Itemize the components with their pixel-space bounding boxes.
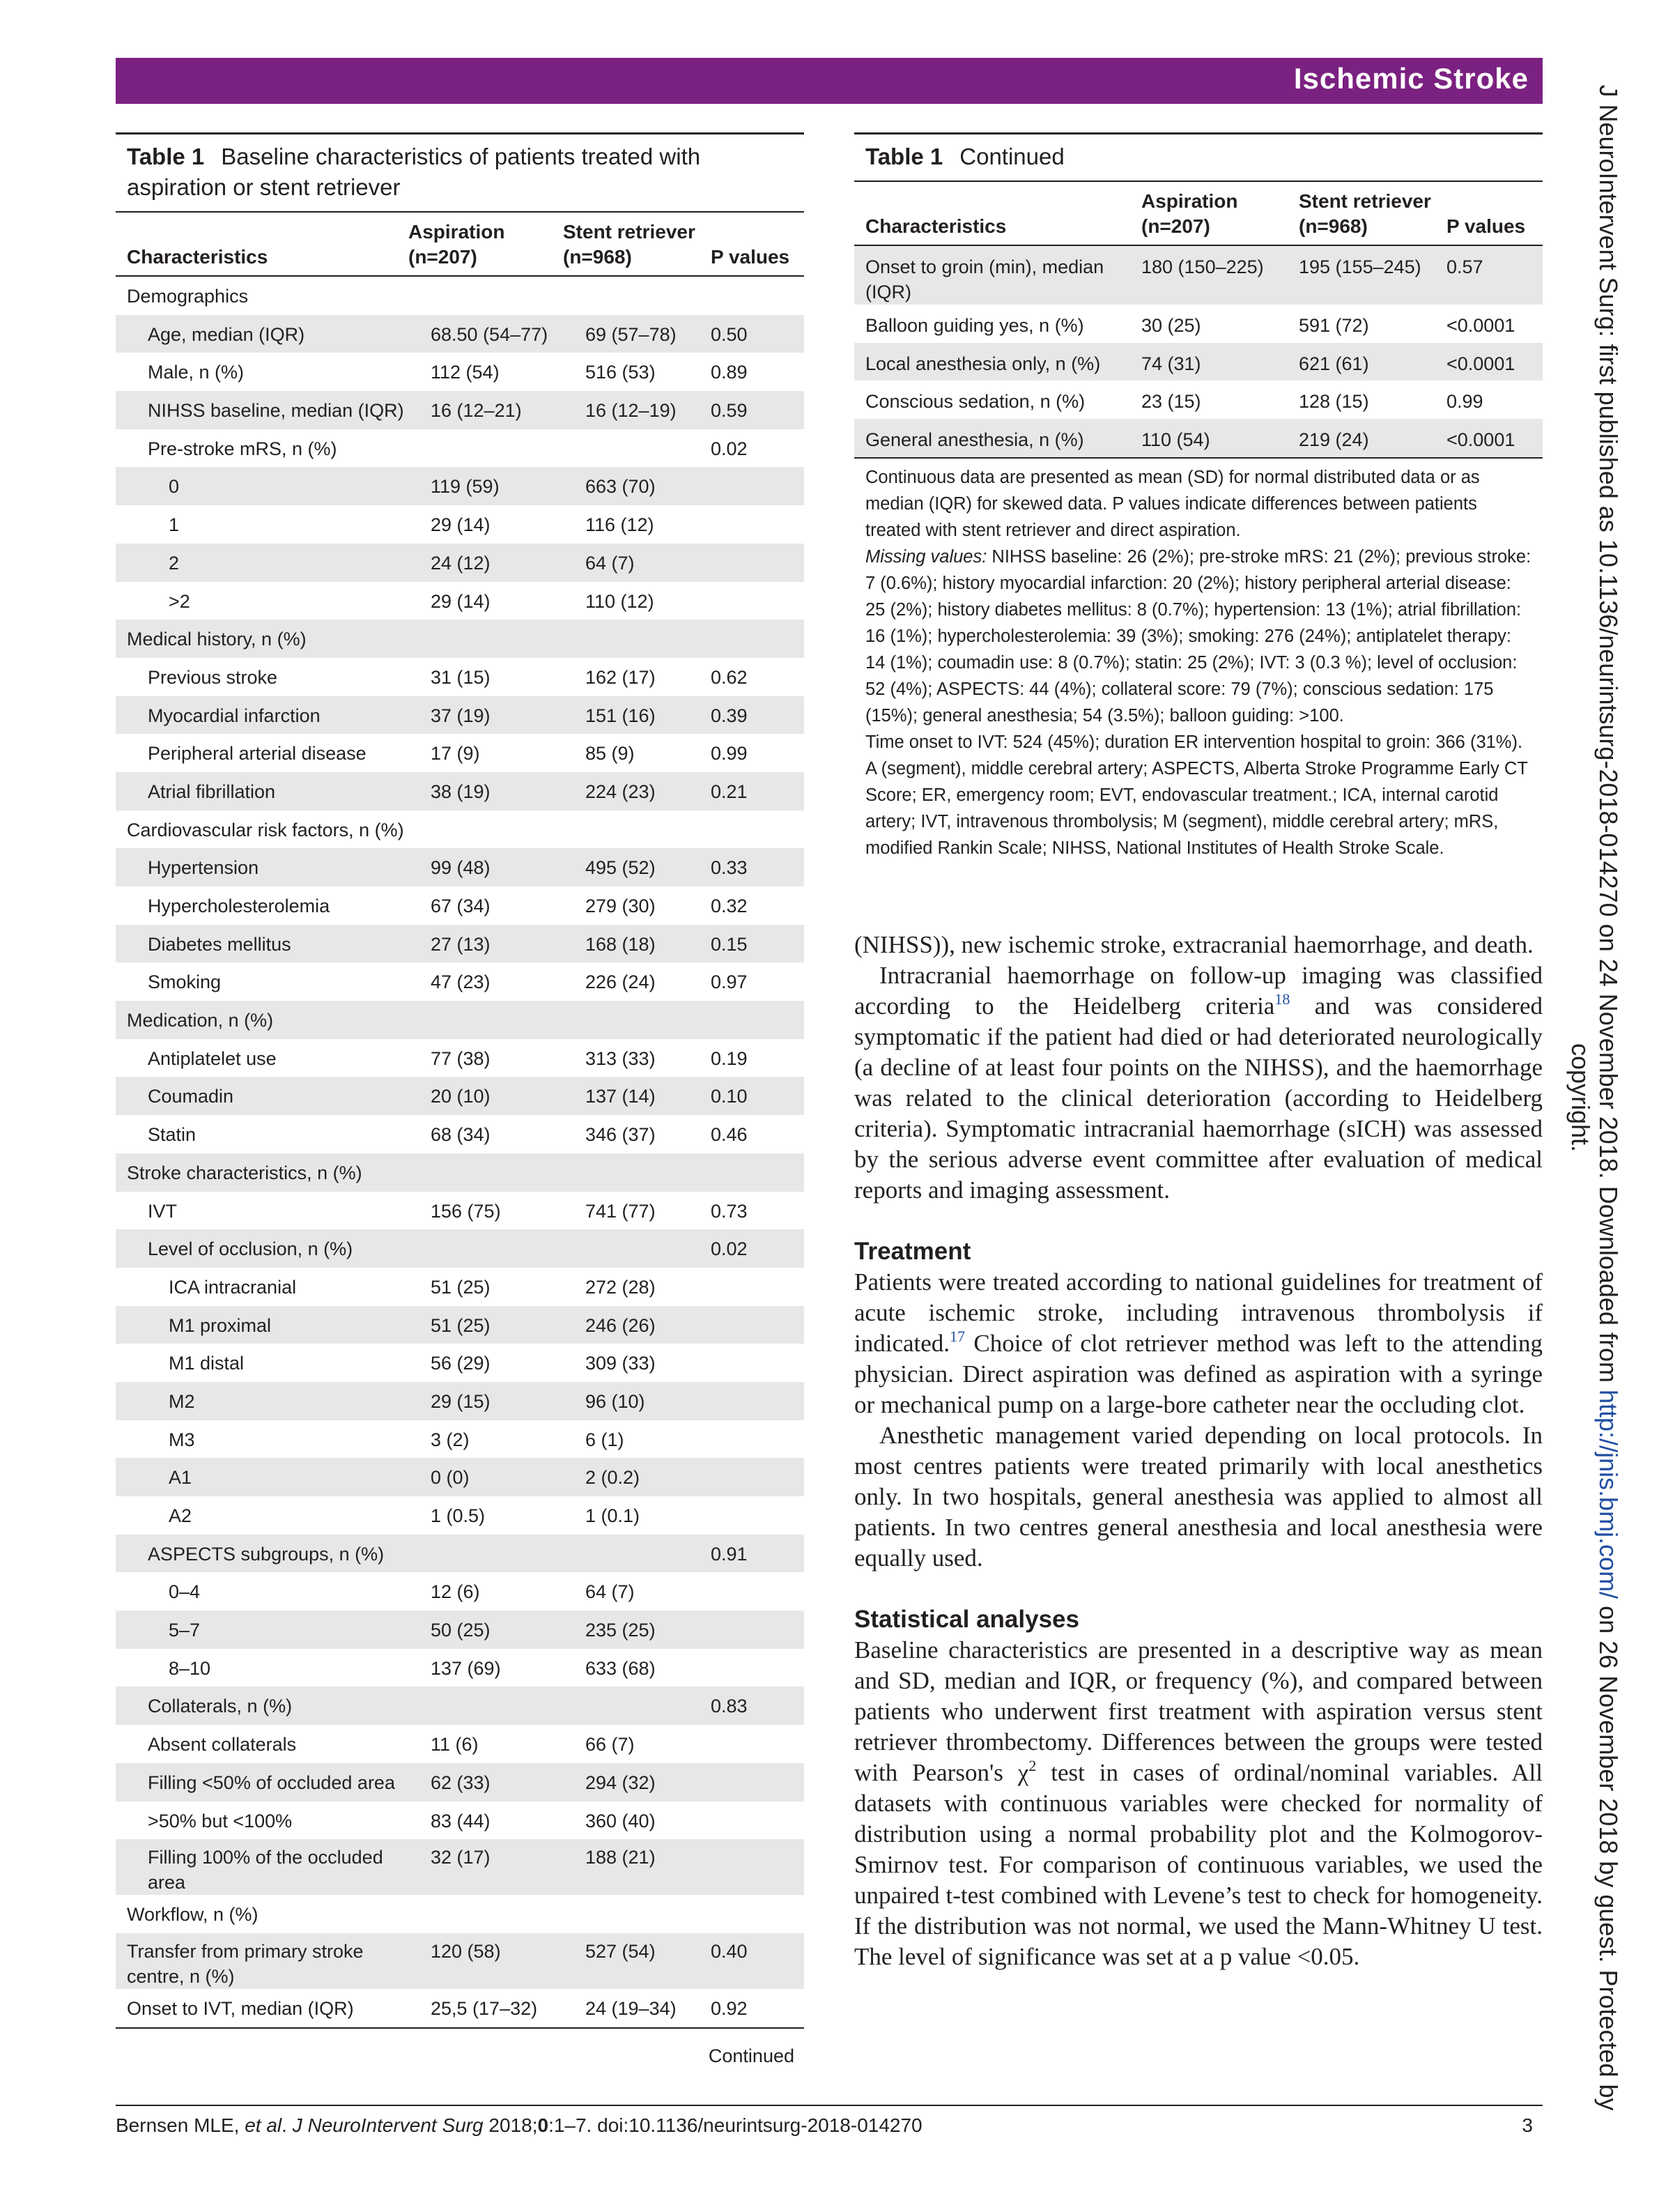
stent-retriever-value: 621 (61)	[1299, 353, 1369, 374]
header-aspiration: Aspiration (n=207)	[1141, 190, 1238, 237]
paragraph-text: Intracranial haemorrhage on follow-up imaging was classified according to the Heidelberg criteria	[854, 962, 1543, 1020]
p-value: 0.33	[711, 857, 748, 879]
table-row	[116, 1344, 804, 1382]
paragraph: Anesthetic management varied depending on local protocols. In most centres patients were treated primarily with local anesthetics only. In two hospitals, general anesthesia was applied to almost all patients. In two centres general anesthesia and local anesthesia were equally used.	[854, 1422, 1543, 1572]
row-label: IVT	[148, 1200, 178, 1222]
table-row	[116, 1989, 804, 2027]
table-row	[116, 1268, 804, 1306]
row-label: Myocardial infarction	[148, 705, 321, 726]
header-p-values: P values	[711, 246, 790, 268]
row-label: Conscious sedation, n (%)	[865, 391, 1086, 413]
table-header	[854, 181, 1543, 246]
header-characteristics: Characteristics	[865, 215, 1007, 237]
row-label: 0–4	[169, 1581, 201, 1603]
sidebar-text: J NeuroIntervent Surg: first published as 10.1136/neurintsurg-2018-014270 on 24 November 2018. Downloaded from	[1594, 84, 1623, 1390]
table-row	[116, 1572, 804, 1611]
row-label: A2	[169, 1505, 192, 1526]
p-value: 0.32	[711, 896, 748, 916]
stent-retriever-value: 195 (155–245)	[1299, 256, 1421, 277]
table-row	[116, 1839, 804, 1895]
header-stent-retriever: Stent retriever (n=968)	[1299, 190, 1431, 237]
aspiration-value: 83 (44)	[431, 1810, 491, 1831]
stent-retriever-value: 116 (12)	[585, 514, 654, 536]
row-label: Coumadin	[148, 1086, 234, 1107]
p-value: 0.02	[711, 1238, 748, 1260]
reference-link[interactable]: 18	[1274, 990, 1290, 1008]
p-value: 0.50	[711, 323, 748, 345]
row-label: Local anesthesia only, n (%)	[865, 353, 1101, 374]
aspiration-value: 68.50 (54–77)	[431, 323, 548, 345]
table-row	[854, 419, 1543, 457]
stent-retriever-value: 128 (15)	[1299, 391, 1369, 413]
p-value: 0.62	[711, 666, 748, 688]
row-label: Atrial fibrillation	[148, 781, 276, 802]
row-label: Antiplatelet use	[148, 1047, 277, 1069]
stent-retriever-value: 272 (28)	[585, 1276, 656, 1298]
paragraph	[854, 1267, 1543, 1420]
stent-retriever-value: 137 (14)	[585, 1086, 656, 1107]
paragraph-text: Choice of clot retriever method was left to the attending physician. Direct aspiration was defined as aspiration with a syringe or mechanical pump on a large-bore catheter near the occluding clot.	[854, 1330, 1543, 1418]
table-row	[116, 1229, 804, 1268]
table-row	[116, 1192, 804, 1230]
p-value: 0.59	[711, 400, 748, 422]
aspiration-value: 120 (58)	[431, 1940, 501, 1962]
table-row	[116, 1382, 804, 1420]
table-footnote	[854, 457, 1543, 861]
page-number: 3	[1522, 2114, 1533, 2136]
table-row	[116, 1077, 804, 1115]
table-row	[116, 353, 804, 391]
aspiration-value: 31 (15)	[431, 666, 491, 688]
aspiration-value: 37 (19)	[431, 705, 491, 726]
table-body	[854, 246, 1543, 457]
stent-retriever-value: 313 (33)	[585, 1047, 656, 1069]
row-label: 0	[169, 476, 180, 498]
p-value: 0.73	[711, 1200, 748, 1222]
row-label: M1 proximal	[169, 1314, 272, 1336]
aspiration-value: 0 (0)	[431, 1467, 470, 1489]
continued-label: Continued	[116, 2027, 804, 2067]
row-label: Stroke characteristics, n (%)	[127, 1162, 362, 1183]
stent-retriever-value: 346 (37)	[585, 1124, 656, 1146]
table-row	[116, 1420, 804, 1459]
aspiration-value: 180 (150–225)	[1141, 256, 1264, 277]
p-value: 0.15	[711, 933, 748, 955]
table-row	[116, 886, 804, 925]
p-value: 0.83	[711, 1696, 748, 1717]
aspiration-value: 17 (9)	[431, 743, 480, 765]
table-title: Baseline characteristics of patients treated with aspiration or stent retriever	[127, 144, 701, 200]
table-caption	[116, 132, 804, 211]
row-label: M1 distal	[169, 1353, 245, 1374]
aspiration-value: 137 (69)	[431, 1657, 501, 1679]
stent-retriever-value: 2 (0.2)	[585, 1467, 640, 1489]
table-row	[116, 1039, 804, 1077]
footer-journal: . J NeuroIntervent Surg	[281, 2114, 484, 2136]
stent-retriever-value: 16 (12–19)	[585, 400, 677, 422]
stent-retriever-value: 741 (77)	[585, 1200, 656, 1222]
table-row	[116, 925, 804, 963]
row-label: Male, n (%)	[148, 362, 245, 383]
stent-retriever-value: 360 (40)	[585, 1810, 656, 1831]
aspiration-value: 16 (12–21)	[431, 400, 522, 422]
p-value: <0.0001	[1446, 315, 1515, 336]
table-row	[116, 734, 804, 772]
copyright-sidebar	[1566, 42, 1622, 2153]
row-label: Smoking	[148, 971, 222, 993]
table-body	[116, 277, 804, 2027]
paragraph-text: test in cases of ordinal/nominal variables. All datasets with continuous variables were checked for normality of distribution using a normal probability plot and the Kolmogorov-Smirnov test. For comparison of continuous variables, we used the unpaired t-test combined with Levene’s test to check for homogeneity. If the distribution was not normal, we used the Mann-Whitney U test. The level of significance was set at a p value <0.05.	[854, 1759, 1543, 1970]
table-row	[116, 1649, 804, 1687]
aspiration-value: 20 (10)	[431, 1086, 491, 1107]
table-row	[116, 1115, 804, 1153]
header-stent-retriever: Stent retriever (n=968)	[563, 221, 695, 268]
table-label: Table 1	[865, 144, 943, 169]
table-row	[116, 1001, 804, 1039]
stent-retriever-value: 246 (26)	[585, 1314, 656, 1336]
aspiration-value: 29 (15)	[431, 1390, 491, 1412]
row-label: Absent collaterals	[148, 1734, 297, 1756]
stent-retriever-value: 294 (32)	[585, 1772, 656, 1793]
p-value: 0.02	[711, 438, 748, 459]
table-row	[116, 1306, 804, 1344]
table-row	[854, 381, 1543, 419]
table-row	[116, 620, 804, 658]
row-label: A1	[169, 1467, 192, 1489]
stent-retriever-value: 633 (68)	[585, 1657, 656, 1679]
row-label: Level of occlusion, n (%)	[148, 1238, 353, 1260]
footnote-summary: Continuous data are presented as mean (SD) for normal distributed data or as median (IQR) for skewed data. P values indicate differences between patients treated with stent retriever and direct aspiration.	[865, 467, 1480, 540]
stent-retriever-value: 24 (19–34)	[585, 1997, 677, 2019]
page-footer	[116, 2114, 1543, 2137]
aspiration-value: 110 (54)	[1141, 429, 1210, 451]
stent-retriever-value: 516 (53)	[585, 362, 656, 383]
table-caption	[854, 132, 1543, 181]
row-label: Workflow, n (%)	[127, 1904, 259, 1926]
row-label: Statin	[148, 1124, 196, 1146]
table-row	[854, 305, 1543, 343]
aspiration-value: 156 (75)	[431, 1200, 501, 1222]
table-row	[116, 811, 804, 849]
row-label: Cardiovascular risk factors, n (%)	[127, 819, 404, 840]
table-row	[116, 962, 804, 1001]
footer-year: 2018;	[483, 2114, 538, 2136]
footnote-abbreviations: Time onset to IVT: 524 (45%); duration ER intervention hospital to groin: 366 (31%). A (segment), middle cerebral artery; ASPECTS, Alberta Stroke Programme Early CT Score; ER, emergency room; EVT, endovascular treatment.; ICA, internal carotid artery; IVT, intravenous thrombolysis; M (segment), middle cerebral artery; mRS, modified Rankin Scale; NIHSS, National Institutes of Health Stroke Scale.	[865, 732, 1528, 858]
aspiration-value: 74 (31)	[1141, 353, 1201, 374]
row-label: ICA intracranial	[169, 1276, 297, 1298]
p-value: 0.99	[1446, 391, 1483, 413]
section-title: Ischemic Stroke	[1293, 62, 1529, 95]
row-label: Filling 100% of the occluded area	[148, 1847, 383, 1894]
table-row	[116, 391, 804, 429]
p-value: 0.40	[711, 1940, 748, 1962]
header-p-values: P values	[1446, 215, 1526, 237]
paragraph-text: Patients were treated according to national guidelines for treatment of acute ischemic stroke, including intravenous thrombolysis if indicated.	[854, 1268, 1543, 1357]
header-aspiration: Aspiration (n=207)	[408, 221, 505, 268]
footer-divider	[116, 2105, 1543, 2106]
aspiration-value: 77 (38)	[431, 1047, 491, 1069]
paragraph: (NIHSS)), new ischemic stroke, extracranial haemorrhage, and death.	[854, 931, 1534, 958]
footer-volume: 0	[537, 2114, 549, 2136]
row-label: Medication, n (%)	[127, 1010, 274, 1031]
stent-retriever-value: 64 (7)	[585, 1581, 635, 1603]
stent-retriever-value: 69 (57–78)	[585, 323, 677, 345]
aspiration-value: 1 (0.5)	[431, 1505, 486, 1526]
p-value: 0.92	[711, 1997, 748, 2019]
stent-retriever-value: 64 (7)	[585, 552, 635, 574]
section-banner	[116, 58, 1543, 104]
table-row	[116, 544, 804, 582]
aspiration-value: 29 (14)	[431, 514, 491, 536]
row-label: Age, median (IQR)	[148, 323, 305, 345]
table-row	[116, 505, 804, 544]
table-row	[116, 1458, 804, 1496]
row-label: Onset to groin (min), median (IQR)	[865, 256, 1104, 302]
stent-retriever-value: 226 (24)	[585, 971, 656, 993]
aspiration-value: 51 (25)	[431, 1314, 491, 1336]
aspiration-value: 50 (25)	[431, 1620, 491, 1641]
p-value: 0.19	[711, 1047, 748, 1069]
aspiration-value: 29 (14)	[431, 590, 491, 612]
p-value: 0.39	[711, 705, 748, 726]
aspiration-value: 47 (23)	[431, 971, 491, 993]
table-row	[116, 1687, 804, 1725]
aspiration-value: 32 (17)	[431, 1847, 491, 1868]
paragraph	[854, 960, 1543, 1206]
row-label: Balloon guiding yes, n (%)	[865, 315, 1084, 336]
p-value: 0.46	[711, 1124, 748, 1146]
row-label: Onset to IVT, median (IQR)	[127, 1997, 354, 2019]
row-label: M2	[169, 1390, 195, 1412]
stent-retriever-value: 85 (9)	[585, 743, 635, 765]
sidebar-text: on 26 November 2018 by guest. Protected by copyright.	[1566, 1043, 1623, 2111]
footnote-missing-text: NIHSS baseline: 26 (2%); pre-stroke mRS: 21 (2%); previous stroke: 7 (0.6%); history myocardial infarction: 20 (2%); history peripheral arterial disease: 25 (2%); history diabetes mellitus: 8 (0.7%); hypertension: 13 (1%); atrial fibrillation: 16 (1%); hypercholesterolemia: 39 (3%); smoking: 276 (24%); antiplatelet therapy: 14 (1%); coumadin use: 8 (0.7%); statin: 25 (2%); IVT: 3 (0.3 %); level of occlusion: 52 (4%); ASPECTS: 44 (4%); collateral score: 79 (7%); conscious sedation: 175 (15%); general anesthesia; 54 (3.5%); balloon guiding: >100.	[865, 546, 1531, 725]
p-value: 0.99	[711, 743, 748, 765]
table-row	[116, 1496, 804, 1535]
stent-retriever-value: 663 (70)	[585, 476, 656, 498]
aspiration-value: 119 (59)	[431, 476, 500, 498]
table-1-continued	[854, 132, 1543, 861]
table-row	[116, 1895, 804, 1933]
aspiration-value: 27 (13)	[431, 933, 491, 955]
row-label: Hypertension	[148, 857, 259, 879]
aspiration-value: 3 (2)	[431, 1429, 470, 1450]
row-label: >2	[169, 590, 190, 612]
aspiration-value: 30 (25)	[1141, 315, 1201, 336]
header-characteristics: Characteristics	[127, 246, 268, 268]
section-heading: Treatment	[854, 1238, 971, 1265]
stent-retriever-value: 219 (24)	[1299, 429, 1369, 451]
footer-citation: :1–7. doi:10.1136/neurintsurg-2018-014270	[548, 2114, 923, 2136]
aspiration-value: 24 (12)	[431, 552, 491, 574]
stent-retriever-value: 96 (10)	[585, 1390, 645, 1412]
table-row	[116, 315, 804, 353]
table-row	[116, 658, 804, 696]
row-label: Filling <50% of occluded area	[148, 1772, 395, 1793]
table-row	[116, 1725, 804, 1763]
stent-retriever-value: 235 (25)	[585, 1620, 656, 1641]
aspiration-value: 99 (48)	[431, 857, 491, 879]
p-value: 0.57	[1446, 256, 1483, 277]
table-row	[116, 1802, 804, 1840]
row-label: ASPECTS subgroups, n (%)	[148, 1543, 385, 1565]
stent-retriever-value: 279 (30)	[585, 896, 656, 916]
row-label: Transfer from primary stroke centre, n (%)	[127, 1940, 364, 1987]
row-label: Hypercholesterolemia	[148, 896, 330, 916]
superscript: 2	[1028, 1757, 1037, 1774]
stent-retriever-value: 527 (54)	[585, 1940, 656, 1962]
row-label: Pre-stroke mRS, n (%)	[148, 438, 337, 459]
row-label: 1	[169, 514, 180, 536]
row-label: Diabetes mellitus	[148, 933, 291, 955]
stent-retriever-value: 151 (16)	[585, 705, 656, 726]
row-label: General anesthesia, n (%)	[865, 429, 1084, 451]
table-row	[116, 582, 804, 620]
row-label: Collaterals, n (%)	[148, 1696, 293, 1717]
paragraph-text: and was considered symptomatic if the patient had died or had deteriorated neurologically (a decline of at least four points on the NIHSS), and the haemorrhage was related to the clinical deterioration (according to Heidelberg criteria). Symptomatic intracranial haemorrhage (sICH) was assessed by the serious adverse event committee after evaluation of medical reports and imaging assessment.	[854, 992, 1543, 1204]
aspiration-value: 12 (6)	[431, 1581, 480, 1603]
stent-retriever-value: 66 (7)	[585, 1734, 635, 1756]
aspiration-value: 38 (19)	[431, 781, 491, 802]
p-value: <0.0001	[1446, 353, 1515, 374]
footnote-missing-label: Missing values:	[865, 546, 987, 567]
aspiration-value: 51 (25)	[431, 1276, 491, 1298]
stent-retriever-value: 495 (52)	[585, 857, 656, 879]
table-label: Table 1	[127, 144, 205, 169]
stent-retriever-value: 6 (1)	[585, 1429, 624, 1450]
table-row	[116, 772, 804, 811]
p-value: 0.91	[711, 1543, 748, 1565]
table-row	[854, 246, 1543, 305]
aspiration-value: 62 (33)	[431, 1772, 491, 1793]
row-label: 8–10	[169, 1657, 211, 1679]
row-label: NIHSS baseline, median (IQR)	[148, 400, 404, 422]
stent-retriever-value: 1 (0.1)	[585, 1505, 640, 1526]
table-row	[116, 848, 804, 886]
p-value: 0.89	[711, 362, 748, 383]
p-value: 0.97	[711, 971, 748, 993]
table-row	[116, 1535, 804, 1573]
footer-etal: et al	[245, 2114, 282, 2136]
table-row	[116, 277, 804, 315]
p-value: 0.10	[711, 1086, 748, 1107]
table-row	[116, 1153, 804, 1192]
row-label: 5–7	[169, 1620, 201, 1641]
row-label: M3	[169, 1429, 195, 1450]
aspiration-value: 56 (29)	[431, 1353, 491, 1374]
aspiration-value: 23 (15)	[1141, 391, 1201, 413]
article-body	[854, 930, 1543, 1972]
section-heading: Statistical analyses	[854, 1606, 1079, 1633]
p-value: 0.21	[711, 781, 748, 802]
stent-retriever-value: 309 (33)	[585, 1353, 656, 1374]
aspiration-value: 11 (6)	[431, 1734, 479, 1756]
paragraph-text: Baseline characteristics are presented in a descriptive way as mean and SD, median and IQR, or frequency (%), and compared between patients who underwent first treatment with aspiration versus stent retriever thrombectomy. Differences between the groups were tested with Pearson's χ	[854, 1636, 1543, 1786]
stent-retriever-value: 110 (12)	[585, 590, 654, 612]
row-label: >50% but <100%	[148, 1810, 293, 1831]
table-row	[116, 1763, 804, 1802]
footnote-missing	[865, 544, 1531, 729]
row-label: Previous stroke	[148, 666, 278, 688]
aspiration-value: 67 (34)	[431, 896, 491, 916]
reference-link[interactable]: 17	[950, 1328, 966, 1345]
stent-retriever-value: 168 (18)	[585, 933, 656, 955]
stent-retriever-value: 591 (72)	[1299, 315, 1369, 336]
aspiration-value: 25,5 (17–32)	[431, 1997, 538, 2019]
row-label: Peripheral arterial disease	[148, 743, 366, 765]
table-1	[116, 132, 804, 2067]
stent-retriever-value: 162 (17)	[585, 666, 656, 688]
aspiration-value: 112 (54)	[431, 362, 500, 383]
stent-retriever-value: 224 (23)	[585, 781, 656, 802]
footer-authors: Bernsen MLE,	[116, 2114, 245, 2136]
row-label: Demographics	[127, 286, 249, 307]
paragraph	[854, 1635, 1543, 1972]
table-row	[116, 1933, 804, 1989]
journal-link[interactable]: http://jnis.bmj.com/	[1594, 1389, 1623, 1599]
table-header	[116, 211, 804, 277]
p-value: <0.0001	[1446, 429, 1515, 451]
table-title: Continued	[959, 144, 1065, 169]
row-label: Medical history, n (%)	[127, 629, 307, 650]
table-row	[116, 1611, 804, 1649]
aspiration-value: 68 (34)	[431, 1124, 491, 1146]
stent-retriever-value: 188 (21)	[585, 1847, 656, 1868]
table-row	[116, 696, 804, 735]
table-row	[854, 343, 1543, 381]
table-row	[116, 429, 804, 468]
table-row	[116, 467, 804, 505]
row-label: 2	[169, 552, 180, 574]
